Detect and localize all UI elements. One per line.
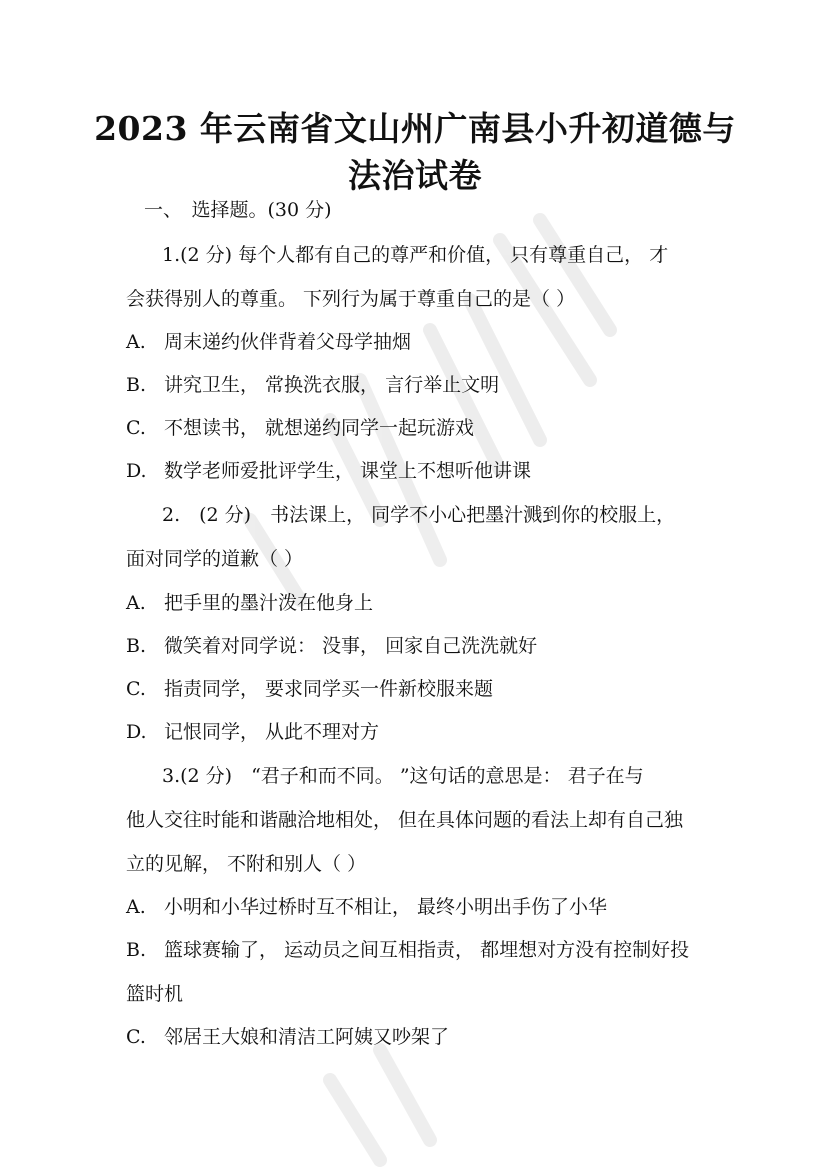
q2-option-a — [126, 591, 373, 615]
option-letter: B. — [126, 939, 147, 961]
option-text: 把手里的墨汁泼在他身上 — [164, 592, 374, 614]
option-text: 不想读书， 就想递约同学一起玩游戏 — [164, 417, 475, 439]
question-2-line-1: 2. (2 分) 书法课上， 同学不小心把墨汁溅到你的校服上， — [162, 504, 676, 526]
question-3-line-3: 立的见解， 不附和别人（ ） — [126, 853, 367, 875]
question-1-line-2: 会获得别人的尊重。 下列行为属于尊重自己的是（ ） — [126, 288, 576, 310]
q3-option-c — [126, 1025, 449, 1049]
option-text: 数学老师爱批评学生， 课堂上不想听他讲课 — [164, 460, 532, 482]
option-text: 讲究卫生， 常换洗衣服， 言行举止文明 — [164, 374, 500, 396]
option-text: 微笑着对同学说： 没事， 回家自己洗洗就好 — [164, 635, 538, 657]
section-heading: 一、 选择题。(30 分) — [144, 199, 332, 221]
q1-option-a — [126, 330, 411, 354]
q2-option-c — [126, 677, 493, 701]
q1-option-b — [126, 373, 499, 397]
q2-option-d — [126, 720, 379, 744]
option-letter: C. — [126, 1026, 146, 1048]
option-letter: B. — [126, 374, 147, 396]
option-text: 篮时机 — [126, 983, 184, 1005]
option-text: 邻居王大娘和清洁工阿姨又吵架了 — [164, 1026, 450, 1048]
option-text: 小明和小华过桥时互不相让， 最终小明出手伤了小华 — [164, 896, 608, 918]
q1-option-d — [126, 459, 531, 483]
option-letter: A. — [126, 896, 146, 918]
q2-option-b — [126, 634, 537, 658]
option-letter: D. — [126, 721, 147, 743]
exam-title-line-2: 法治试卷 — [348, 156, 482, 195]
option-letter: C. — [126, 678, 146, 700]
option-text: 周末递约伙伴背着父母学抽烟 — [164, 331, 412, 353]
question-2-line-2: 面对同学的道歉（ ） — [126, 548, 304, 570]
option-text: 指责同学， 要求同学买一件新校服来题 — [164, 678, 494, 700]
q3-option-b-continued — [126, 982, 183, 1006]
q3-option-a — [126, 895, 607, 919]
option-letter: A. — [126, 592, 146, 614]
option-text: 篮球赛输了， 运动员之间互相指责， 都埋想对方没有控制好投 — [164, 939, 690, 961]
question-1-line-1: 1.(2 分) 每个人都有自己的尊严和价值， 只有尊重自己， 才 — [162, 244, 669, 266]
option-letter: B. — [126, 635, 147, 657]
option-text: 记恨同学， 从此不理对方 — [164, 721, 380, 743]
option-letter: C. — [126, 417, 146, 439]
option-letter: A. — [126, 331, 146, 353]
question-3-line-1: 3.(2 分) “君子和而不同。 ”这句话的意思是： 君子在与 — [162, 765, 644, 787]
question-3-line-2: 他人交往时能和谐融洽地相处， 但在具体问题的看法上却有自己独 — [126, 809, 684, 831]
exam-title-line-1: 2023 年云南省文山州广南县小升初道德与 — [94, 109, 736, 148]
q3-option-b — [126, 938, 689, 962]
q1-option-c — [126, 416, 474, 440]
option-letter: D. — [126, 460, 147, 482]
